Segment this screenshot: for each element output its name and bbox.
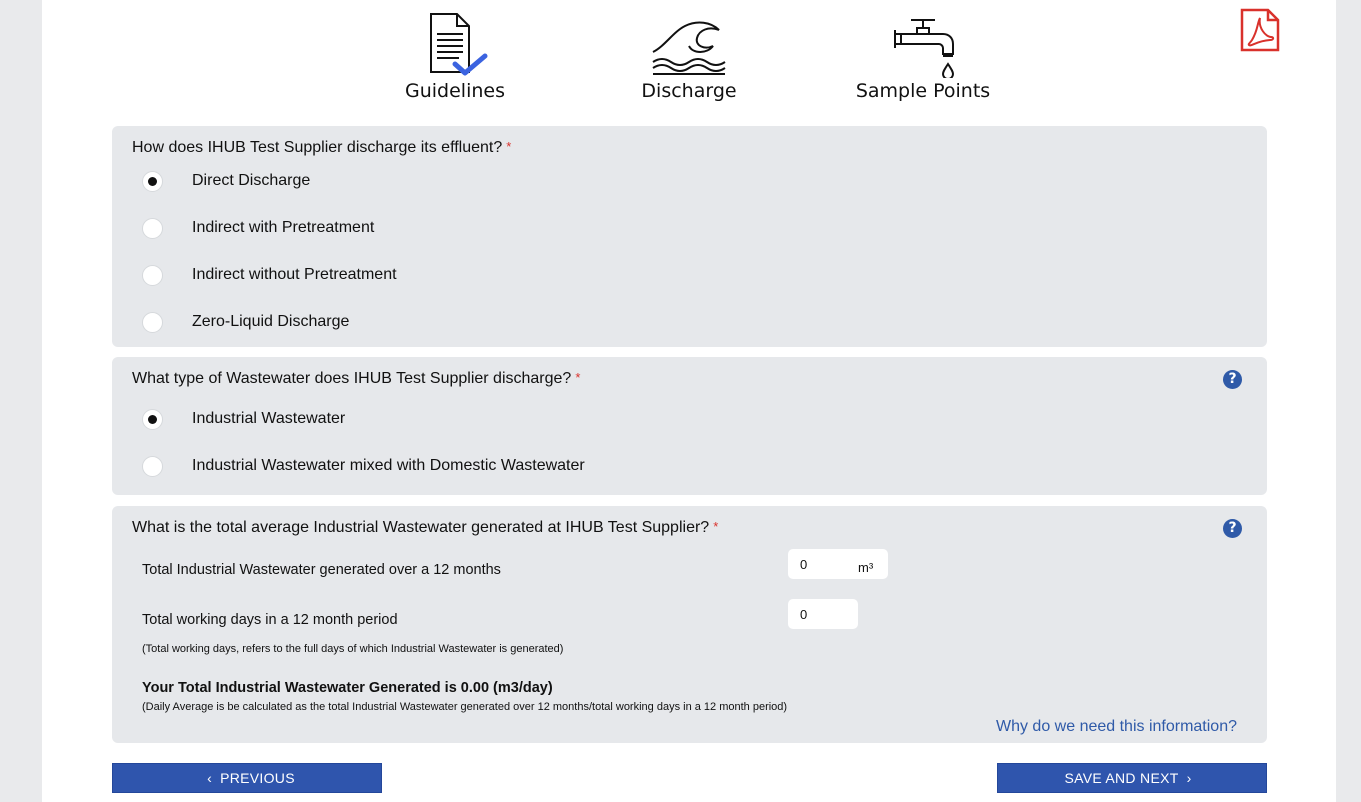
step-guidelines[interactable] — [365, 12, 545, 102]
required-marker: * — [575, 370, 581, 385]
faucet-icon — [833, 12, 1013, 78]
step-label: Discharge — [641, 80, 737, 102]
document-check-icon — [365, 12, 545, 78]
step-discharge[interactable] — [599, 12, 779, 102]
radio-industrial-wastewater[interactable]: Industrial Wastewater — [142, 407, 345, 431]
help-icon[interactable]: ? — [1223, 370, 1242, 389]
result-note: (Daily Average is be calculated as the total Industrial Wastewater generated over 12 months/total working days in a 12 month period) — [142, 701, 788, 713]
radio-button[interactable] — [142, 456, 163, 477]
help-icon[interactable]: ? — [1223, 519, 1242, 538]
radio-button[interactable] — [142, 312, 163, 333]
previous-button[interactable]: ‹ PREVIOUS — [112, 763, 382, 793]
step-label: Guidelines — [405, 80, 505, 102]
radio-button[interactable] — [142, 265, 163, 286]
step-sample-points[interactable] — [833, 12, 1013, 102]
page — [42, 0, 1336, 802]
wastewater-volume-panel — [112, 506, 1267, 743]
working-days-label: Total working days in a 12 month period — [142, 612, 398, 628]
why-info-link[interactable]: Why do we need this information? — [995, 718, 1237, 735]
wave-icon — [599, 12, 779, 78]
radio-button[interactable] — [142, 409, 163, 430]
question-title: What is the total average Industrial Wastewater generated at IHUB Test Supplier? * — [132, 519, 719, 536]
step-label: Sample Points — [855, 80, 991, 102]
radio-indirect-without-pretreatment[interactable]: Indirect without Pretreatment — [142, 263, 397, 287]
pdf-download-button[interactable] — [1240, 8, 1280, 57]
total-wastewater-field — [788, 549, 888, 579]
chevron-left-icon: ‹ — [207, 770, 213, 786]
total-wastewater-input[interactable] — [788, 557, 848, 572]
pdf-icon — [1240, 8, 1280, 52]
save-and-next-button[interactable]: SAVE AND NEXT › — [997, 763, 1267, 793]
radio-button[interactable] — [142, 171, 163, 192]
wastewater-type-panel — [112, 357, 1267, 495]
required-marker: * — [713, 519, 719, 534]
unit-label: m³ — [858, 559, 874, 575]
working-days-input[interactable] — [788, 607, 848, 622]
total-wastewater-label: Total Industrial Wastewater generated over a 12 months — [142, 562, 501, 578]
radio-industrial-mixed-domestic[interactable]: Industrial Wastewater mixed with Domestic Wastewater — [142, 454, 585, 478]
effluent-discharge-panel — [112, 126, 1267, 347]
radio-zero-liquid-discharge[interactable]: Zero-Liquid Discharge — [142, 310, 349, 334]
working-days-note: (Total working days, refers to the full days of which Industrial Wastewater is generated) — [142, 643, 564, 655]
working-days-field — [788, 599, 858, 629]
question-title: What type of Wastewater does IHUB Test Supplier discharge? * — [132, 370, 581, 387]
required-marker: * — [506, 139, 512, 154]
chevron-right-icon: › — [1186, 770, 1192, 786]
step-navigation — [42, 0, 1336, 115]
radio-indirect-with-pretreatment[interactable]: Indirect with Pretreatment — [142, 216, 374, 240]
question-title: How does IHUB Test Supplier discharge its effluent? * — [132, 139, 512, 156]
total-result: Your Total Industrial Wastewater Generated is 0.00 (m3/day) — [142, 680, 553, 696]
radio-button[interactable] — [142, 218, 163, 239]
radio-direct-discharge[interactable]: Direct Discharge — [142, 169, 310, 193]
